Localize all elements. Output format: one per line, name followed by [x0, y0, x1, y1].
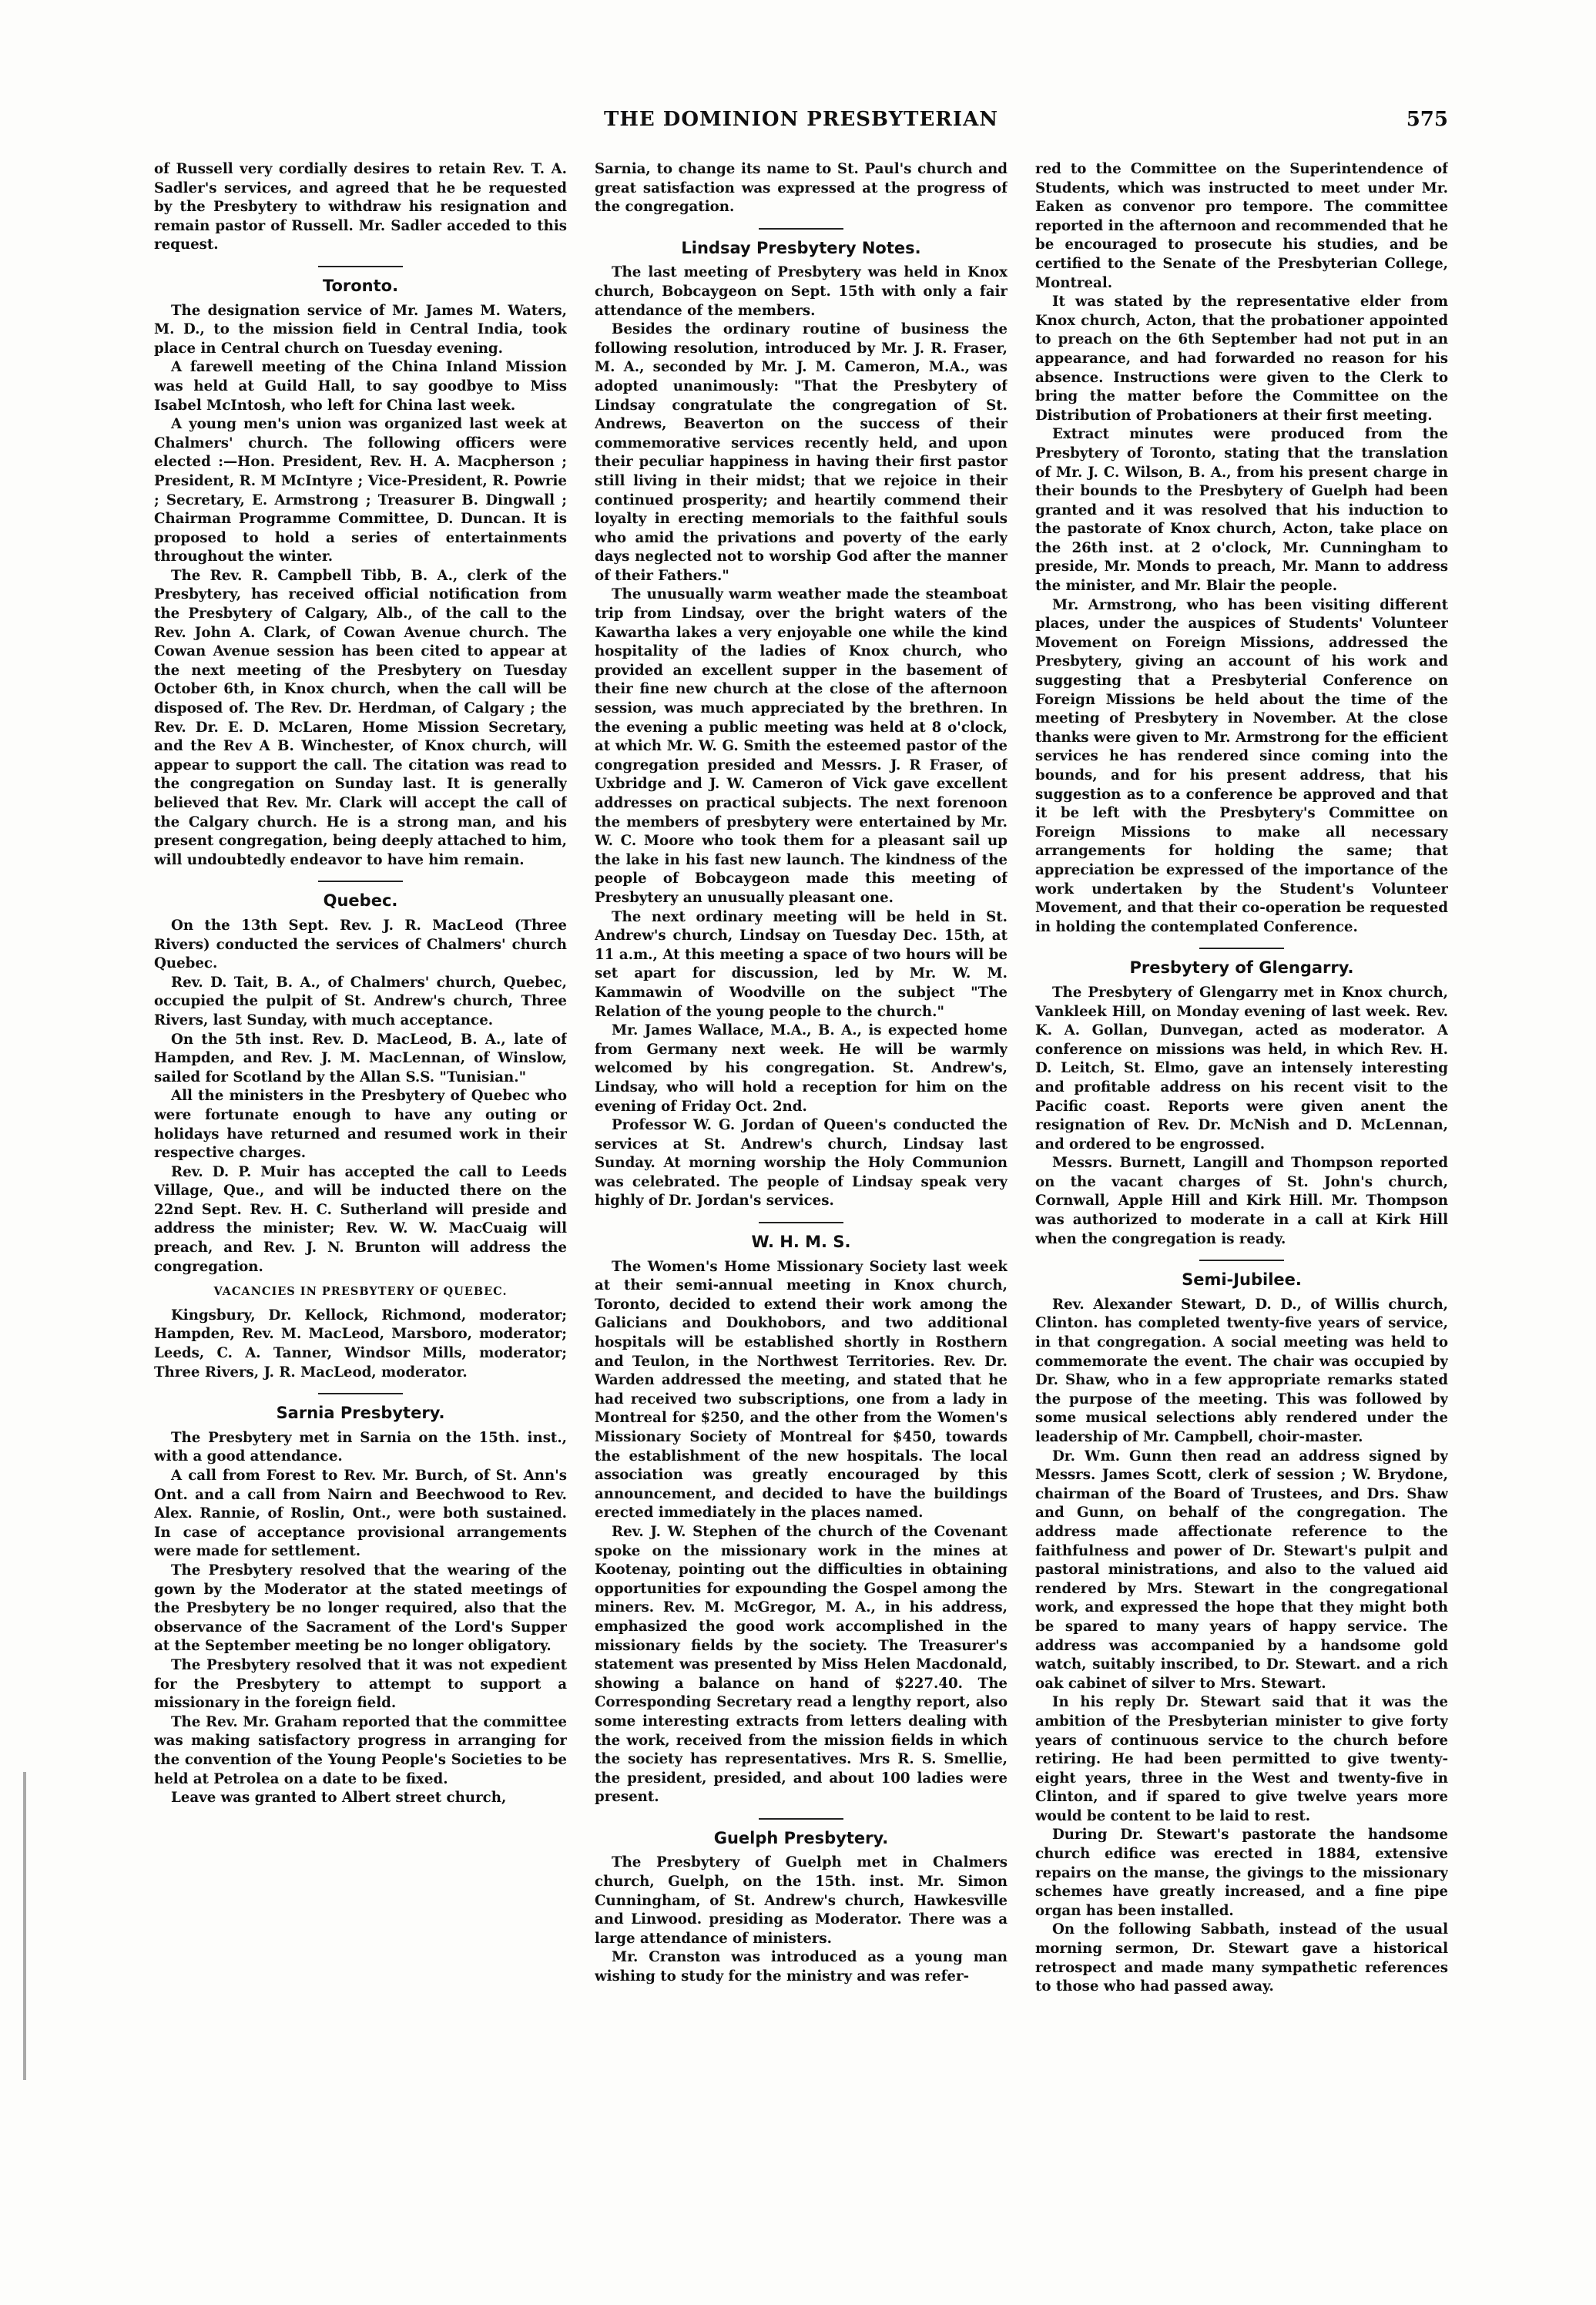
section-title-lindsay: Lindsay Presbytery Notes.	[681, 238, 921, 257]
paragraph: The Presbytery resolved that the wearing of the gown by the Moderator at the stated meetings of the Presbytery be no longer required, also that the observance of the Sacrament of the Lord's Supper at the September meeting be no longer obligatory.	[154, 1562, 567, 1655]
section-divider	[1199, 948, 1284, 949]
article-columns	[154, 160, 1448, 2132]
paragraph: Kingsbury, Dr. Kellock, Richmond, moderator; Hampden, Rev. M. MacLeod, Marsboro, moderator; Leeds, C. A. Tanner, Windsor Mills, moderator; Three Rivers, J. R. MacLeod, moderator.	[154, 1307, 567, 1381]
paragraph: Rev. Alexander Stewart, D. D., of Willis church, Clinton. has completed twenty-five years of service, in that congregation. A social meeting was held to commemorate the event. The chair was occupied by Dr. Shaw, who in a few appropriate remarks stated the purpose of the meeting. This was followed by some musical selections ably rendered under the leadership of Mr. Campbell, choir-master.	[1035, 1296, 1448, 1445]
section-divider	[759, 228, 843, 230]
page-number: 575	[1406, 108, 1448, 131]
paragraph: Rev. D. P. Muir has accepted the call to Leeds Village, Que., and will be inducted there on the 22nd Sept. Rev. H. C. Sutherland will preside and address the minister; Rev. W. W. MacCuaig will preach, and Rev. J. N. Brunton will address the congregation.	[154, 1163, 567, 1275]
paragraph: Rev. J. W. Stephen of the church of the Covenant spoke on the missionary work in the mines at Kootenay, pointing out the difficulties in obtaining opportunities for expounding the Gospel among the miners. Rev. M. McGregor, M. A., in his address, emphasized the good work accomplished in the missionary fields by the society. The Treasurer's statement was presented by Miss Helen Macdonald, showing a balance on hand of $227.40. The Corresponding Secretary read a lengthy report, also some interesting extracts from letters dealing with the work, received from the mission fields in which the society has representatives. Mrs R. S. Smellie, the president, presided, and about 100 ladies were present.	[595, 1523, 1008, 1806]
section-divider	[1199, 1260, 1284, 1261]
section-divider	[759, 1818, 843, 1820]
column-2	[595, 160, 1008, 2132]
paragraph: On the 5th inst. Rev. D. MacLeod, B. A., late of Hampden, and Rev. J. M. MacLennan, of Winslow, sailed for Scotland by the Allan S.S. "Tunisian."	[154, 1031, 567, 1085]
page-header	[154, 106, 1448, 140]
paragraph: All the ministers in the Presbytery of Quebec who were fortunate enough to have any outing or holidays have returned and resumed work in their respective charges.	[154, 1088, 567, 1162]
paragraph: On the following Sabbath, instead of the usual morning sermon, Dr. Stewart gave a historical retrospect and made many sympathetic references to those who had passed away.	[1035, 1921, 1448, 1995]
section-title-quebec: Quebec.	[323, 891, 398, 911]
section-title-glengarry: Presbytery of Glengarry.	[1129, 958, 1354, 978]
paragraph: of Russell very cordially desires to retain Rev. T. A. Sadler's services, and agreed that he be requested by the Presbytery to withdraw his resignation and remain pastor of Russell. Mr. Sadler acceded to this request.	[154, 161, 567, 253]
paragraph: The Presbytery of Guelph met in Chalmers church, Guelph, on the 15th. inst. Mr. Simon Cunningham, of St. Andrew's church, Hawkesville and Linwood. presiding as Moderator. There was a large attendance of ministers.	[595, 1854, 1008, 1947]
paragraph: The designation service of Mr. James M. Waters, M. D., to the mission field in Central India, took place in Central church on Tuesday evening.	[154, 302, 567, 357]
column-3	[1035, 160, 1448, 2132]
section-title-semi-jubilee: Semi-Jubilee.	[1182, 1270, 1302, 1290]
paragraph: On the 13th Sept. Rev. J. R. MacLeod (Three Rivers) conducted the services of Chalmers' church Quebec.	[154, 917, 567, 972]
paragraph: The Women's Home Missionary Society last week at their semi-annual meeting in Knox church, Toronto, decided to extend their work among the Galicians and Doukhobors, and two additional hospitals will be established shortly in Rosthern and Teulon, in the Northwest Territories. Rev. Dr. Warden addressed the meeting, and stated that he had received two subscriptions, one from a lady in Montreal for $250, and the other from the Women's Missionary Society of Montreal for $450, towards the establishment of the new hospitals. The local association was greatly encouraged by this announcement, and decided to have the buildings erected immediately in the places named.	[595, 1258, 1008, 1522]
paragraph: The Rev. R. Campbell Tibb, B. A., clerk of the Presbytery, has received official notification from the Presbytery of Calgary, Alb., of the call to the Rev. John A. Clark, of Cowan Avenue church. The Cowan Avenue session has been cited to appear at the next meeting of the Presbytery on Tuesday October 6th, in Knox church, when the call will be disposed of. The Rev. Dr. Herdman, of Calgary ; the Rev. Dr. E. D. McLaren, Home Mission Secretary, and the Rev A B. Winchester, of Knox church, will appear to support the call. The citation was read to the congregation on Sunday last. It is generally believed that Rev. Mr. Clark will accept the call of the Calgary church. He is a strong man, and his present congregation, being deeply attached to him, will undoubtedly endeavor to have him remain.	[154, 567, 567, 868]
section-title-toronto: Toronto.	[322, 276, 399, 295]
publication-title: THE DOMINION PRESBYTERIAN	[603, 108, 999, 131]
section-divider	[318, 881, 403, 882]
subsection-heading-vacancies: VACANCIES IN PRESBYTERY OF QUEBEC.	[213, 1285, 508, 1299]
section-title-whms: W. H. M. S.	[751, 1233, 851, 1252]
paragraph: Professor W. G. Jordan of Queen's conducted the services at St. Andrew's church, Lindsay last Sunday. At morning worship the Holy Communion was celebrated. The people of Lindsay speak very highly of Dr. Jordan's services.	[595, 1117, 1008, 1210]
paragraph: A young men's union was organized last week at Chalmers' church. The following officers were elected :—Hon. President, Rev. H. A. Macpherson ; President, R. M McIntyre ; Vice-President, R. Powrie ; Secretary, E. Armstrong ; Treasurer B. Dingwall ; Chairman Programme Committee, D. Duncan. It is proposed to hold a series of entertainments throughout the winter.	[154, 416, 567, 565]
section-title-guelph: Guelph Presbytery.	[713, 1828, 889, 1847]
paragraph: The Presbytery met in Sarnia on the 15th. inst., with a good attendance.	[154, 1429, 567, 1465]
paragraph: Rev. D. Tait, B. A., of Chalmers' church, Quebec, occupied the pulpit of St. Andrew's church, Three Rivers, last Sunday, with much acceptance.	[154, 974, 567, 1028]
paragraph: Leave was granted to Albert street church,	[171, 1790, 507, 1807]
paragraph: Besides the ordinary routine of business the following resolution, introduced by Mr. J. R. Fraser, M. A., seconded by Mr. J. M. Cameron, M.A., was adopted unanimously: "That the Presbytery of Lindsay congratulate the congregation of St. Andrews, Beaverton on the success of their commemorative services recently held, and upon their peculiar happiness in having their first pastor still living in their midst; that we rejoice in their continued prosperity; and heartily commend their loyalty in erecting memorials to the faithful souls who amid the privations and poverty of the early days neglected not to worship God after the manner of their Fathers."	[595, 321, 1008, 584]
paragraph: Mr. Armstrong, who has been visiting different places, under the auspices of Students' Volunteer Movement on Foreign Missions, addressed the Presbytery, giving an account of his work and suggesting that a Presbyterial Conference on Foreign Missions be held about the time of the meeting of Presbytery in November. At the close thanks were given to Mr. Armstrong for the efficient services he has rendered since coming into the bounds, and for his present address, that his suggestion as to a conference be approved and that it be left with the Presbytery's Committee on Foreign Missions to make all necessary arrangements for holding the same; that appreciation be expressed of the importance of the work undertaken by the Student's Volunteer Movement, and that their co-operation be requested in holding the contemplated Conference.	[1035, 596, 1448, 935]
paragraph: Dr. Wm. Gunn then read an address signed by Messrs. James Scott, clerk of session ; W. Brydone, chairman of the Board of Trustees, and Drs. Shaw and Gunn, on behalf of the congregation. The address made affectionate reference to the faithfulness and power of Dr. Stewart's pulpit and pastoral ministrations, and also to the valued aid rendered by Mrs. Stewart in the congregational work, and expressed the hope that they might both be spared to many years of happy service. The address was accompanied by a handsome gold watch, suitably inscribed, to Dr. Stewart. and a rich oak cabinet of silver to Mrs. Stewart.	[1035, 1448, 1448, 1692]
paragraph: The last meeting of Presbytery was held in Knox church, Bobcaygeon on Sept. 15th with only a fair attendance of the members.	[595, 264, 1008, 319]
section-divider	[759, 1222, 843, 1223]
paragraph: A farewell meeting of the China Inland Mission was held at Guild Hall, to say goodbye to Miss Isabel McIntosh, who left for China last week.	[154, 359, 567, 414]
paragraph: In his reply Dr. Stewart said that it was the ambition of the Presbyterian minister to give forty years of continuous service to the church before retiring. He had been permitted to give twenty-eight years, three in the West and twenty-five in Clinton, and if spared to give twelve years more would be content to be laid to rest.	[1035, 1694, 1448, 1824]
paragraph: red to the Committee on the Superintendence of Students, which was instructed to meet under Mr. Eaken as convenor pro tempore. The committee reported in the afternoon and recommended that he be encouraged to prosecute his studies, and be certified to the Senate of the Presbyterian College, Montreal.	[1035, 161, 1448, 291]
paragraph: Messrs. Burnett, Langill and Thompson reported on the vacant charges of St. John's church, Cornwall, Apple Hill and Kirk Hill. Mr. Thompson was authorized to moderate in a call at Kirk Hill when the congregation is ready.	[1035, 1155, 1448, 1247]
paragraph: The unusually warm weather made the steamboat trip from Lindsay, over the bright waters of the Kawartha lakes a very enjoyable one while the kind hospitality of the ladies of Knox church, who provided an excellent supper in the basement of their fine new church at the close of the afternoon session, was much appreciated by the brethren. In the evening a public meeting was held at 8 o'clock, at which Mr. W. G. Smith the esteemed pastor of the congregation presided and Messrs. J. R Fraser, of Uxbridge and J. W. Cameron of Vick gave excellent addresses on practical subjects. The next forenoon the members of presbytery were entertained by Mr. W. C. Moore who took them for a pleasant sail up the lake in his fast new launch. The kindness of the people of Bobcaygeon made this meeting of Presbytery an unusually pleasant one.	[595, 586, 1008, 906]
paragraph: During Dr. Stewart's pastorate the handsome church edifice was erected in 1884, extensive repairs on the manse, the givings to the missionary schemes have greatly increased, and a fine pipe organ has been installed.	[1035, 1827, 1448, 1919]
paragraph: Mr. James Wallace, M.A., B. A., is expected home from Germany next week. He will be warmly welcomed by his congregation. St. Andrew's, Lindsay, who will hold a reception for him on the evening of Friday Oct. 2nd.	[595, 1022, 1008, 1115]
section-title-sarnia: Sarnia Presbytery.	[276, 1404, 445, 1423]
column-1	[154, 160, 567, 2132]
paragraph: The Presbytery resolved that it was not expedient for the Presbytery to attempt to support a missionary in the foreign field.	[154, 1656, 567, 1712]
section-divider	[318, 266, 403, 267]
paragraph: The next ordinary meeting will be held in St. Andrew's church, Lindsay on Tuesday Dec. 15th, at 11 a.m., At this meeting a space of two hours will be set apart for discussion, led by Mr. W. M. Kammawin of Woodville on the subject "The Relation of the young people to the church."	[595, 908, 1008, 1020]
paragraph: A call from Forest to Rev. Mr. Burch, of St. Ann's Ont. and a call from Nairn and Beechwood to Rev. Alex. Rannie, of Roslin, Ont., were both sustained. In case of acceptance provisional arrangements were made for settlement.	[154, 1468, 567, 1560]
paragraph: The Rev. Mr. Graham reported that the committee was making satisfactory progress in arranging for the convention of the Young People's Societies to be held at Petrolea on a date to be fixed.	[154, 1713, 567, 1787]
paragraph: It was stated by the representative elder from Knox church, Acton, that the probationer appointed to preach on the 6th September had not put in an appearance, and had forwarded no reason for his absence. Instructions were given to the Clerk to bring the matter before the Committee on the Distribution of Probationers at their first meeting.	[1035, 294, 1448, 424]
paragraph: Extract minutes were produced from the Presbytery of Toronto, stating that the translation of Mr. J. C. Wilson, B. A., from his present charge in their bounds to the Presbytery of Guelph had been granted and it was resolved that his induction to the pastorate of Knox church, Acton, take place on the 26th inst. at 2 o'clock, Mr. Cunningham to preside, Mr. Monds to preach, Mr. Mann to address the minister, and Mr. Blair the people.	[1035, 426, 1448, 595]
section-divider	[318, 1393, 403, 1394]
binding-edge-mark	[23, 1772, 42, 2080]
paragraph: Sarnia, to change its name to St. Paul's church and great satisfaction was expressed at the progress of the congregation.	[595, 161, 1008, 216]
paragraph: The Presbytery of Glengarry met in Knox church, Vankleek Hill, on Monday evening of last week. Rev. K. A. Gollan, Dunvegan, acted as moderator. A conference on missions was held, in which Rev. H. D. Leitch, St. Elmo, gave an intensely interesting and profitable address on his recent visit to the Pacific coast. Reports were given anent the resignation of Rev. Dr. McNish and D. McLennan, and ordered to be engrossed.	[1035, 984, 1448, 1152]
paragraph: Mr. Cranston was introduced as a young man wishing to study for the ministry and was refer-	[595, 1949, 1008, 1985]
